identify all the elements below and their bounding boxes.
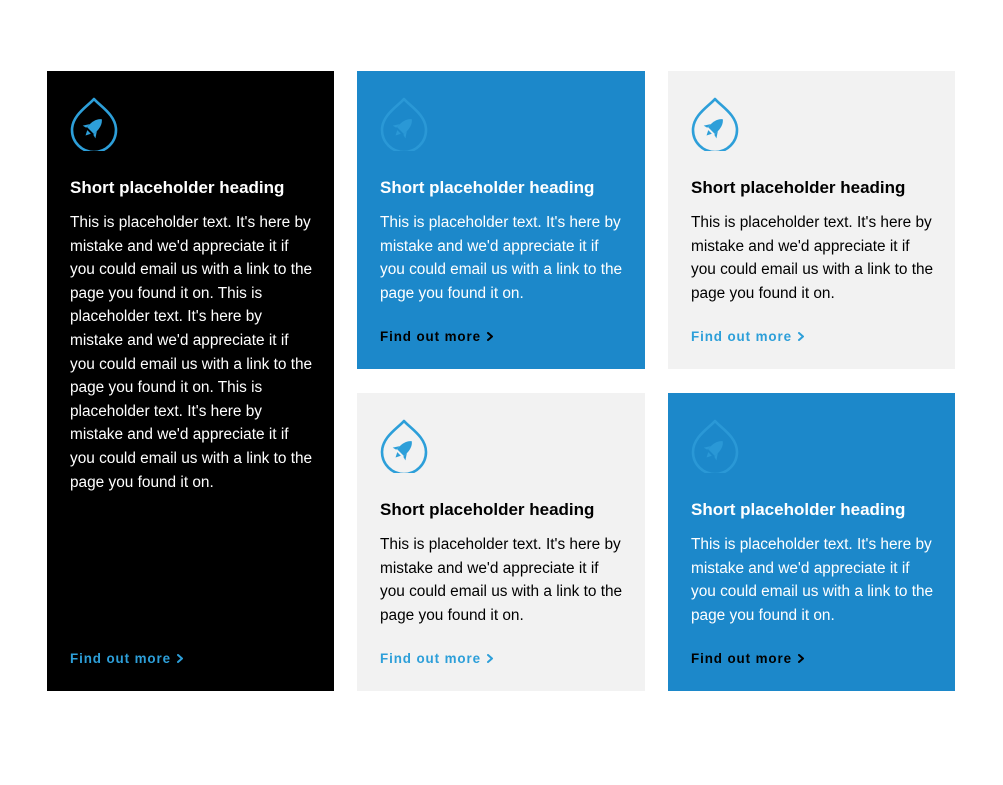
find-out-more-label: Find out more xyxy=(691,329,792,344)
card-heading: Short placeholder heading xyxy=(691,500,906,519)
find-out-more-link[interactable] xyxy=(380,329,494,344)
card-heading: Short placeholder heading xyxy=(70,178,285,197)
feature-card-5 xyxy=(668,393,955,691)
feature-card-3 xyxy=(668,71,955,369)
card-heading: Short placeholder heading xyxy=(380,500,595,519)
chevron-right-icon xyxy=(797,654,805,663)
rocket-drop-icon xyxy=(380,417,428,473)
rocket-drop-icon xyxy=(380,95,428,151)
rocket-drop-icon xyxy=(691,417,739,473)
find-out-more-link[interactable] xyxy=(691,651,805,666)
card-heading: Short placeholder heading xyxy=(691,178,906,197)
card-body: This is placeholder text. It's here by mistake and we'd appreciate it if you could email us with a link to the page you found it on. This is placeholder text. It's here by mistake and we'd appreciate it if you could email us with a link to the page you found it on. This is placeholder text. It's here by mistake and we'd appreciate it if you could email us with a link to the page you found it on. xyxy=(70,214,313,491)
card-body: This is placeholder text. It's here by mistake and we'd appreciate it if you could email us with a link to the page you found it on. xyxy=(380,536,623,624)
card-body: This is placeholder text. It's here by mistake and we'd appreciate it if you could email us with a link to the page you found it on. xyxy=(691,536,934,624)
find-out-more-link[interactable] xyxy=(70,651,184,666)
find-out-more-label: Find out more xyxy=(70,651,171,666)
find-out-more-link[interactable] xyxy=(691,329,805,344)
rocket-drop-icon xyxy=(70,95,118,151)
card-body: This is placeholder text. It's here by mistake and we'd appreciate it if you could email us with a link to the page you found it on. xyxy=(691,214,934,302)
chevron-right-icon xyxy=(486,654,494,663)
find-out-more-label: Find out more xyxy=(380,651,481,666)
find-out-more-link[interactable] xyxy=(380,651,494,666)
feature-card-4 xyxy=(357,393,645,691)
rocket-drop-icon xyxy=(691,95,739,151)
find-out-more-label: Find out more xyxy=(691,651,792,666)
card-heading: Short placeholder heading xyxy=(380,178,595,197)
chevron-right-icon xyxy=(797,332,805,341)
find-out-more-label: Find out more xyxy=(380,329,481,344)
chevron-right-icon xyxy=(486,332,494,341)
feature-card-2 xyxy=(357,71,645,369)
card-body: This is placeholder text. It's here by mistake and we'd appreciate it if you could email us with a link to the page you found it on. xyxy=(380,214,623,302)
feature-card-1 xyxy=(47,71,334,691)
chevron-right-icon xyxy=(176,654,184,663)
